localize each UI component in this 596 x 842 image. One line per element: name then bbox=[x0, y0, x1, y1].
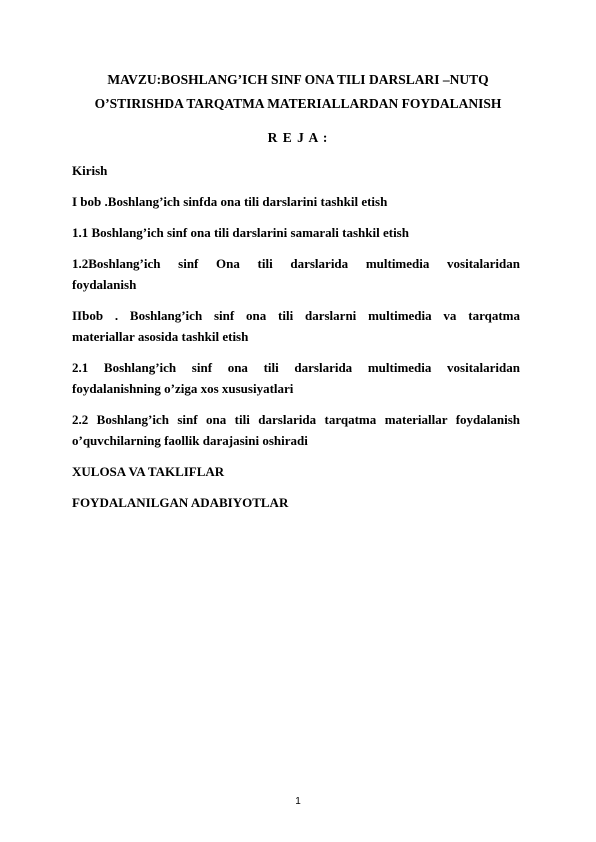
toc-references: FOYDALANILGAN ADABIYOTLAR bbox=[72, 495, 289, 510]
toc-section-2-2-line-2: o’quvchilarning faollik darajasini oshiradi bbox=[72, 433, 308, 448]
toc-chapter-2-line-1: IIbob . Boshlang’ich sinf ona tili darslarni multimedia va tarqatma bbox=[72, 308, 520, 323]
document-title bbox=[60, 68, 536, 116]
toc-chapter-1: I bob .Boshlang’ich sinfda ona tili darslarini tashkil etish bbox=[72, 194, 388, 209]
toc-section-2-1-line-2: foydalanishning o’ziga xos xususiyatlari bbox=[72, 381, 294, 396]
toc-chapter-2 bbox=[72, 305, 520, 347]
toc-section-2-2 bbox=[72, 409, 520, 451]
plan-heading: R E J A : bbox=[267, 130, 329, 145]
toc-section-1-2-line-1: 1.2Boshlang’ich sinf Ona tili darslarida multimedia vositalaridan bbox=[72, 256, 520, 271]
toc-section-1-2-line-2: foydalanish bbox=[72, 277, 137, 292]
toc-section-1-1: 1.1 Boshlang’ich sinf ona tili darslarini samarali tashkil etish bbox=[72, 225, 409, 240]
toc-chapter-2-line-2: materiallar asosida tashkil etish bbox=[72, 329, 249, 344]
toc-intro: Kirish bbox=[72, 163, 108, 178]
table-of-contents bbox=[72, 160, 520, 523]
toc-conclusion: XULOSA VA TAKLIFLAR bbox=[72, 464, 225, 479]
toc-section-1-2 bbox=[72, 253, 520, 295]
title-line-2: O’STIRISHDA TARQATMA MATERIALLARDAN FOYDALANISH bbox=[94, 96, 502, 111]
toc-section-2-1-line-1: 2.1 Boshlang’ich sinf ona tili darslarida multimedia vositalaridan bbox=[72, 360, 520, 375]
toc-section-2-2-line-1: 2.2 Boshlang’ich sinf ona tili darslarida tarqatma materiallar foydalanish bbox=[72, 412, 520, 427]
page-number: 1 bbox=[295, 796, 301, 807]
title-line-1: MAVZU:BOSHLANG’ICH SINF ONA TILI DARSLARI –NUTQ bbox=[107, 72, 489, 87]
toc-section-2-1 bbox=[72, 357, 520, 399]
